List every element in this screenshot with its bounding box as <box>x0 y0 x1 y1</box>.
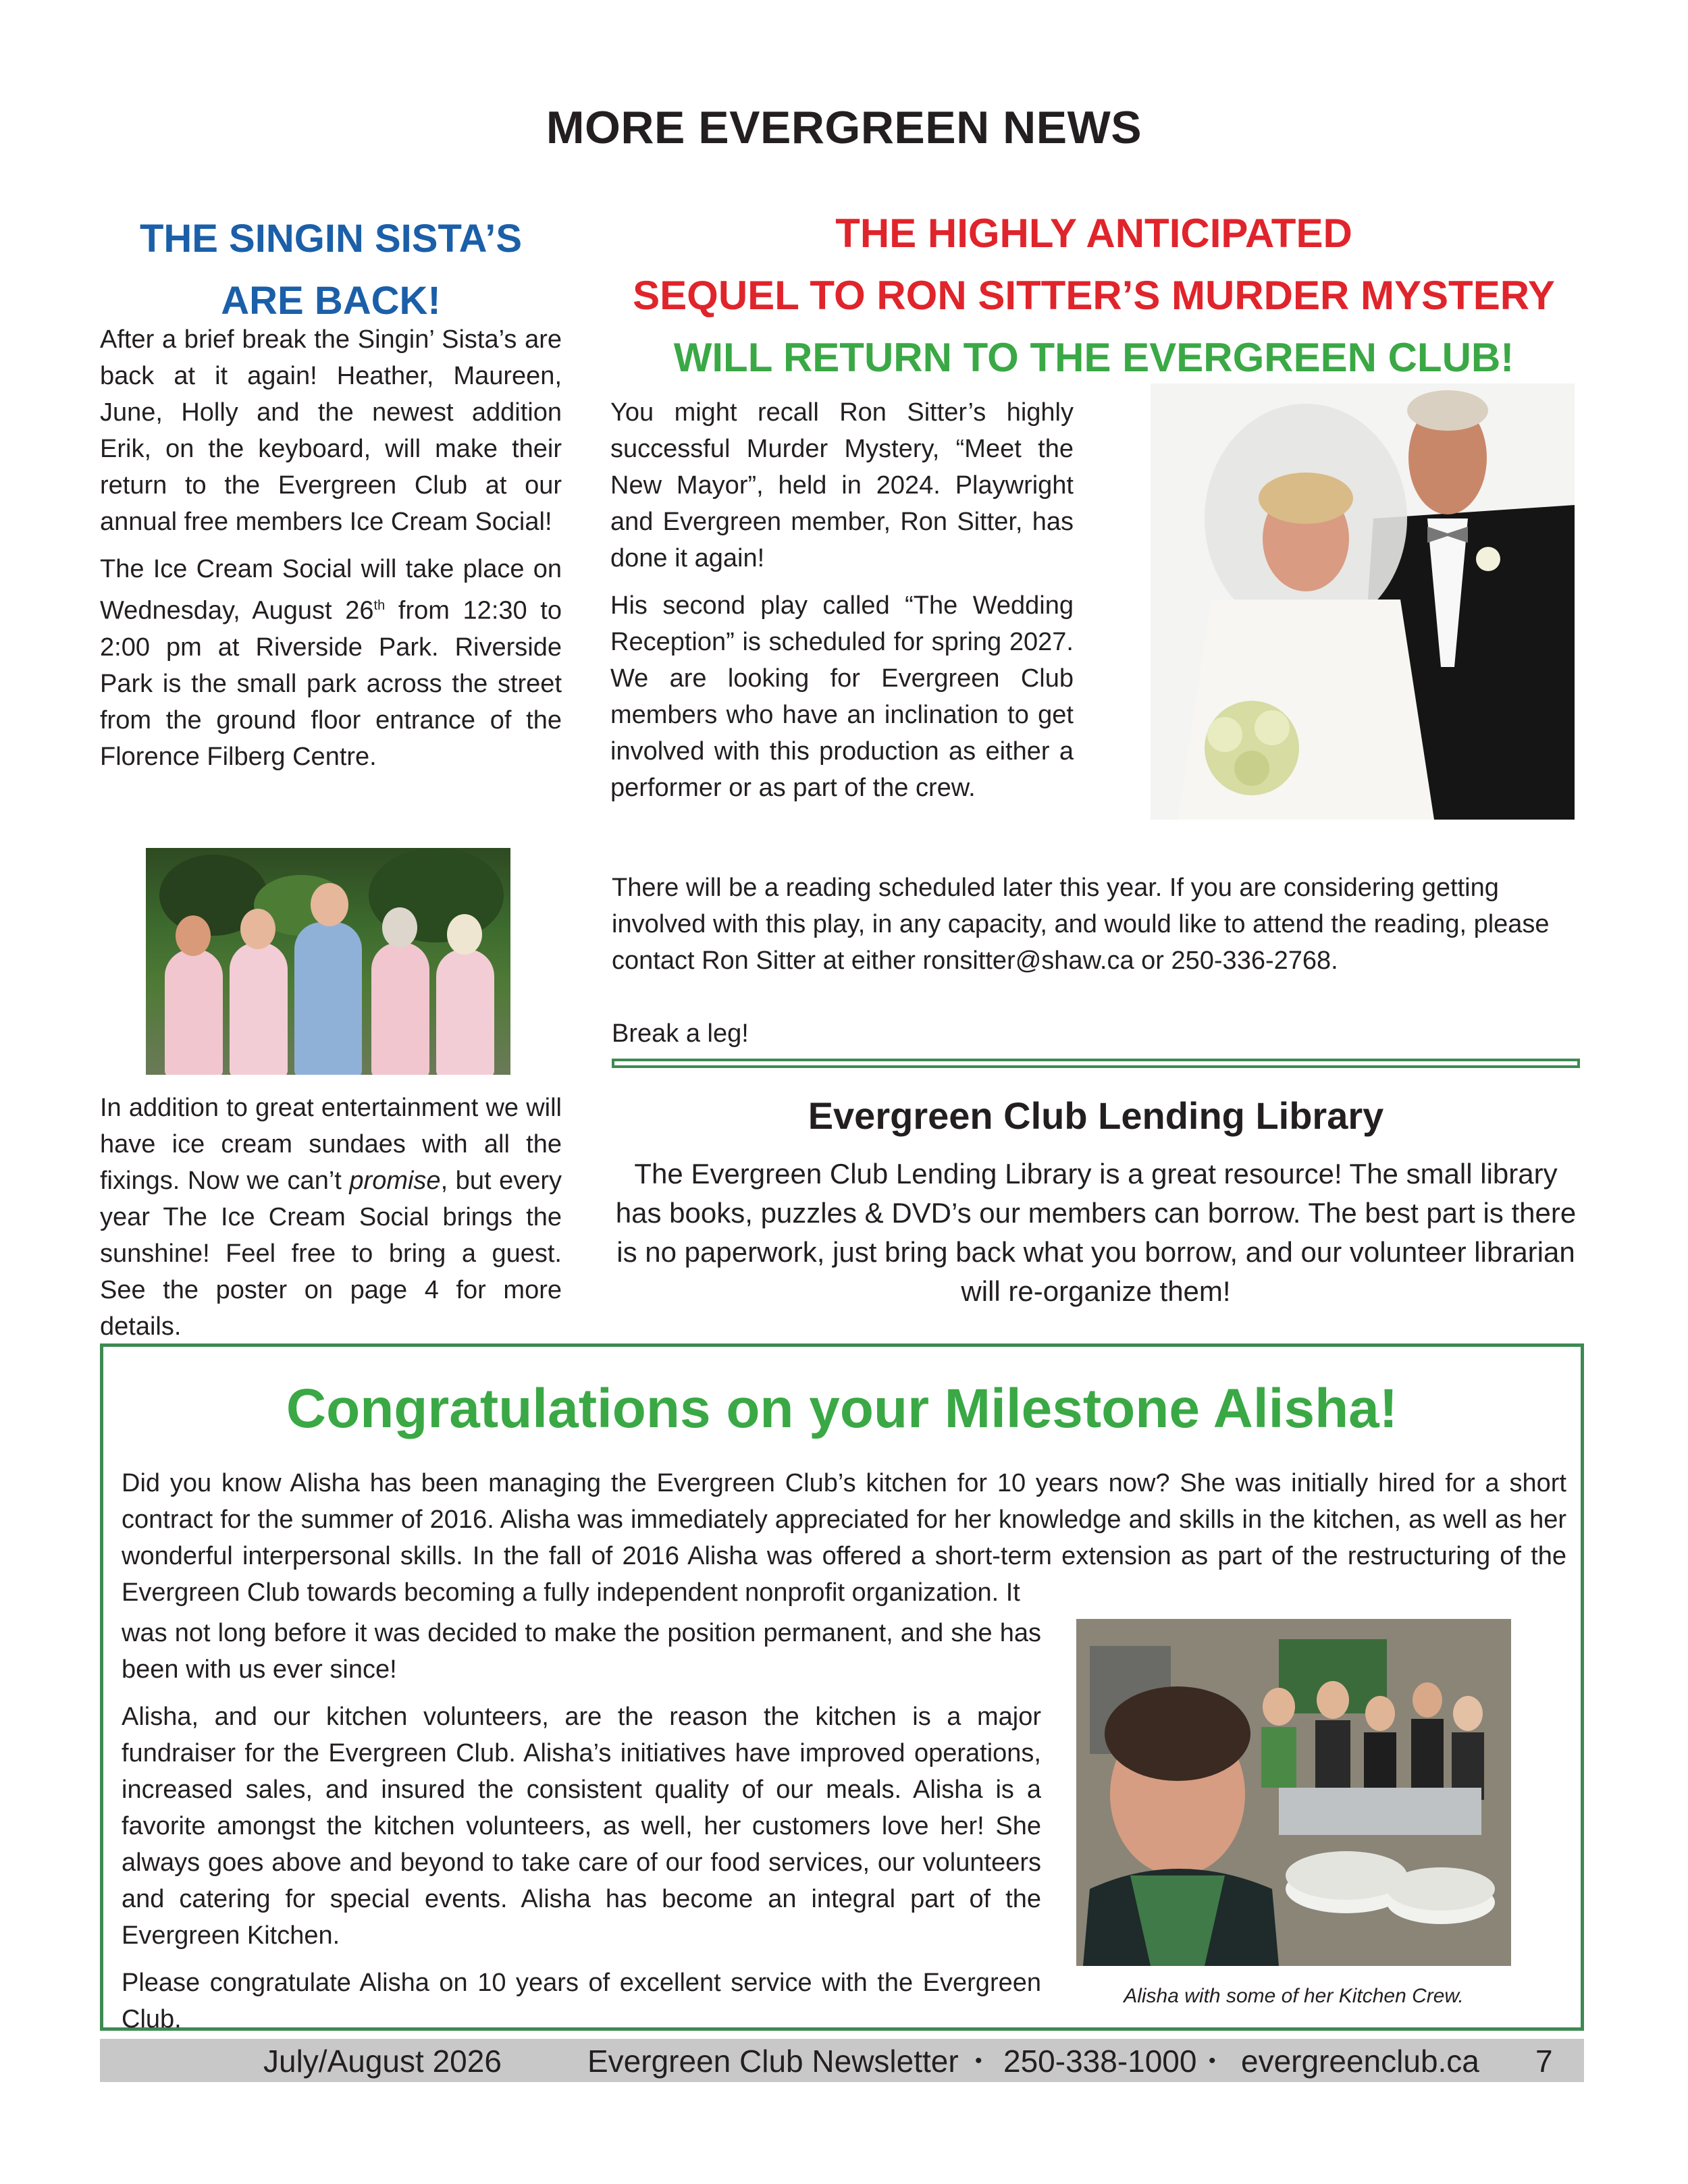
wedding-photo-illustration <box>1151 383 1575 820</box>
mystery-body-continued <box>612 870 1580 1063</box>
footer-website: evergreenclub.ca <box>1241 2044 1479 2079</box>
mystery-paragraph-2: His second play called “The Wedding Reception” is scheduled for spring 2027. We are looking for Evergreen Club members who have an inclination to get involved with this production as either a performer or as part of the crew. <box>610 591 1074 802</box>
mystery-heading-line1: THE HIGHLY ANTICIPATED <box>835 211 1352 256</box>
mystery-paragraph-3: There will be a reading scheduled later this year. If you are considering getting involved with this play, in any capacity, and would like to attend the reading, please contact Ron Sitter at either ronsitter@shaw.ca or 250-336-2768. <box>612 874 1550 975</box>
sista-paragraph-3-end: , but every year The Ice Cream Social brings the sunshine! Feel free to bring a guest. See the poster on page 4 for more details. <box>100 1167 562 1341</box>
section-divider <box>612 1059 1580 1068</box>
sista-paragraph-1: After a brief break the Singin’ Sista’s are back at it again! Heather, Maureen, June, Holly and the newest addition Erik, on the keyboard, will make their return to the Evergreen Club at our annual free members Ice Cream Social! <box>100 325 562 536</box>
page-title: MORE EVERGREEN NEWS <box>546 102 1142 153</box>
date-suffix: th <box>373 598 386 613</box>
congrats-paragraph-2: Alisha, and our kitchen volunteers, are the reason the kitchen is a major fundraiser for the Evergreen Club. Alisha’s initiatives have improved operations, increased sales, and insured the consistent quality of our meals. Alisha is a favorite amongst the kitchen volunteers, as well, her customers love her! She always goes above and beyond to take care of our food services, our volunteers and catering for special events. Alisha has become an integral part of the Evergreen Kitchen. <box>122 1703 1041 1950</box>
congrats-paragraph-1: Did you know Alisha has been managing the Evergreen Club’s kitchen for 10 years now? She was initially hired for a short contract for the summer of 2016. Alisha was immediately appreciated for her knowledge and skills in the kitchen, as well as her wonderful interpersonal skills. In the fall of 2016 Alisha was offered a short-term extension as part of the restructuring of the Evergreen Club towards becoming a fully independent nonprofit organization. It <box>122 1469 1566 1607</box>
sista-body <box>100 321 562 786</box>
congrats-intro <box>122 1465 1566 1611</box>
footer-page-number: 7 <box>1535 2044 1553 2079</box>
sista-body-continued <box>100 1090 562 1356</box>
congrats-heading: Congratulations on your Milestone Alisha! <box>286 1378 1398 1439</box>
footer-bullet-1: • <box>975 2050 982 2072</box>
sista-heading-line1: THE SINGIN SISTA’S <box>139 217 523 261</box>
mystery-paragraph-4: Break a leg! <box>612 1019 749 1048</box>
library-description: The Evergreen Club Lending Library is a great resource! The small library has books, puzzles & DVD’s our members can borrow. The best part is there is no paperwork, just bring back what you borrow, and our volunteer librarian will re-organize them! <box>615 1158 1577 1307</box>
sista-paragraph-2-start: The Ice Cream Social will take place on Wednesday, August 26 <box>100 555 562 625</box>
kitchen-crew-photo <box>1076 1619 1511 1966</box>
sista-heading <box>101 208 560 332</box>
congrats-body <box>122 1615 1041 2048</box>
congrats-paragraph-1-continued: was not long before it was decided to make the position permanent, and she has been with us ever since! <box>122 1619 1041 1684</box>
sista-paragraph-3-start: In addition to great entertainment we will have ice cream sundaes with all the fixings. Now we can’t <box>100 1094 562 1195</box>
mystery-heading-line3: WILL RETURN TO THE EVERGREEN CLUB! <box>673 335 1514 380</box>
footer-newsletter-name: Evergreen Club Newsletter <box>587 2044 959 2079</box>
sista-paragraph-3 <box>100 1090 562 1345</box>
mystery-heading <box>581 203 1607 389</box>
mystery-paragraph-1: You might recall Ron Sitter’s highly successful Murder Mystery, “Meet the New Mayor”, held in 2024. Playwright and Evergreen member, Ron Sitter, has done it again! <box>610 398 1074 572</box>
sista-paragraph-2 <box>100 551 562 775</box>
mystery-heading-line2: SEQUEL TO RON SITTER’S MURDER MYSTERY <box>633 273 1555 318</box>
kitchen-photo-illustration <box>1076 1619 1511 1966</box>
footer-phone: 250-338-1000 <box>1003 2044 1197 2079</box>
footer-date: July/August 2026 <box>263 2044 502 2079</box>
footer-bullet-2: • <box>1209 2050 1216 2072</box>
kitchen-photo-caption: Alisha with some of her Kitchen Crew. <box>1124 1985 1464 2007</box>
library-heading: Evergreen Club Lending Library <box>808 1094 1384 1137</box>
mystery-body <box>610 394 1074 817</box>
emphasis-promise: promise <box>349 1167 441 1195</box>
sista-heading-line2: ARE BACK! <box>221 279 441 323</box>
footer <box>100 2039 1584 2082</box>
wedding-couple-photo <box>1151 383 1575 820</box>
sista-paragraph-2-end: from 12:30 to 2:00 pm at Riverside Park. Riverside Park is the small park across the street from the ground floor entrance of the Florence Filberg Centre. <box>100 596 562 771</box>
congrats-paragraph-3: Please congratulate Alisha on 10 years of excellent service with the Evergreen Club. <box>122 1969 1041 2033</box>
singin-sistas-photo <box>146 848 510 1075</box>
